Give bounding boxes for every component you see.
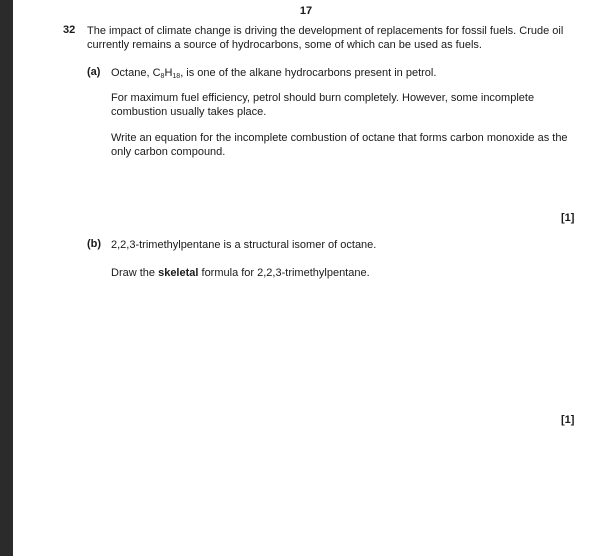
part-a-paragraph-1: For maximum fuel efficiency, petrol should burn completely. However, some incomplete combustion usually takes place. (111, 92, 535, 118)
part-a-intro-after: , is one of the alkane hydrocarbons present in petrol. (180, 67, 437, 79)
part-b-instruction (111, 266, 581, 280)
part-b-instruction-before: Draw the (111, 267, 159, 279)
part-b-instruction-bold: skeletal (158, 267, 199, 279)
part-a-paragraph-2: Write an equation for the incomplete combustion of octane that forms carbon monoxide as the only carbon compound. (111, 132, 568, 158)
question-stem: The impact of climate change is driving the development of replacements for fossil fuels. Crude oil currently remains a source of hydrocarbons, some of which can be used as fuels. (87, 25, 564, 51)
hydrogen-subscript: 18 (172, 73, 181, 80)
part-a-intro-mid: H (164, 67, 173, 79)
part-a-label: (a) (87, 66, 101, 78)
part-b-marks: [1] (561, 414, 575, 426)
exam-page (13, 0, 599, 556)
part-b-intro: 2,2,3-trimethylpentane is a structural isomer of octane. (111, 239, 377, 251)
part-b-instruction-after: formula for 2,2,3-trimethylpentane. (198, 267, 370, 279)
part-a-marks: [1] (561, 212, 575, 224)
carbon-subscript: 8 (160, 73, 165, 80)
part-a-intro-before: Octane, C (111, 67, 161, 79)
part-b-label: (b) (87, 238, 102, 250)
question-number: 32 (63, 24, 76, 36)
page-number: 17 (299, 5, 313, 17)
part-a-intro (111, 66, 581, 80)
